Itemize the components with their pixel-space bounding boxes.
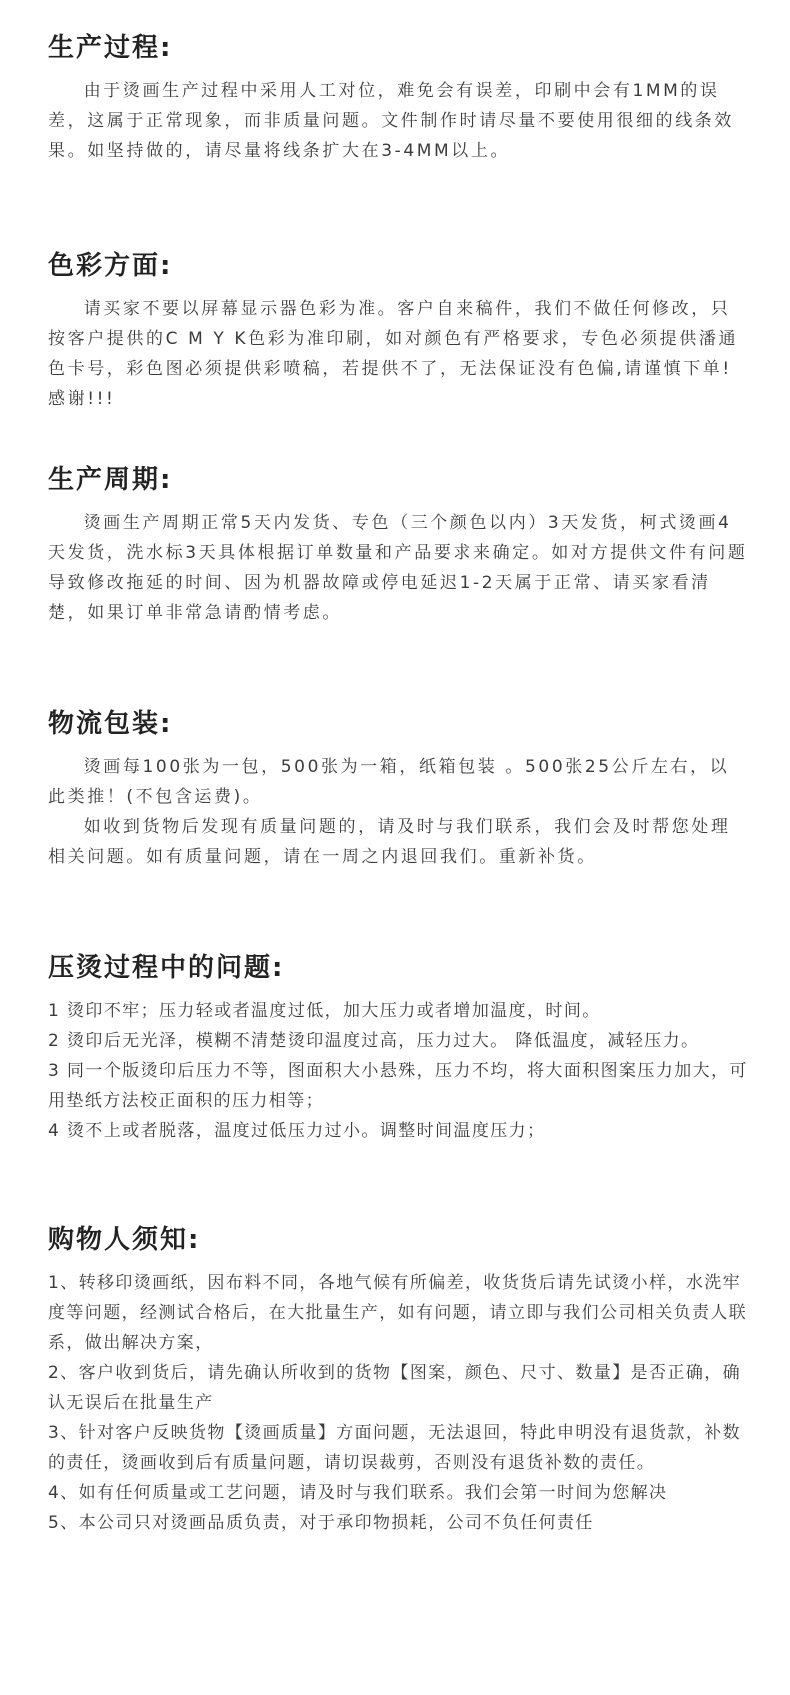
list-item: 4 烫不上或者脱落，温度过低压力过小。调整时间温度压力；: [48, 1121, 546, 1141]
section-logistics: [48, 706, 748, 872]
list-item: 5、本公司只对烫画品质负责，对于承印物损耗，公司不负任何责任: [48, 1513, 594, 1533]
section-title: 物流包装:: [48, 709, 173, 739]
list-item: 1、转移印烫画纸，因布料不同，各地气候有所偏差，收货货后请先试烫小样，水洗牢度等问题，经测试合格后，在大批量生产，如有问题，请立即与我们公司相关负责人联系，做出解决方案，: [48, 1273, 748, 1353]
section-title: 色彩方面:: [48, 251, 173, 281]
section-paragraph: 请买家不要以屏幕显示器色彩为准。客户自来稿件，我们不做任何修改，只按客户提供的C M Y K色彩为准印刷，如对颜色有严格要求，专色必须提供潘通色卡号，彩色图必须提供彩喷稿，若提供不了，无法保证没有色偏,请谨慎下单!感谢!!!: [48, 299, 739, 409]
section-title: 压烫过程中的问题:: [48, 953, 285, 983]
section-paragraph: 由于烫画生产过程中采用人工对位，难免会有误差，印刷中会有1MM的误差，这属于正常现象，而非质量问题。文件制作时请尽量不要使用很细的线条效果。如坚持做的，请尽量将线条扩大在3-4MM以上。: [48, 81, 734, 161]
list-item: 4、如有任何质量或工艺问题，请及时与我们联系。我们会第一时间为您解决: [48, 1483, 668, 1503]
section-pressing-problems: [48, 950, 748, 1146]
section-buyer-notice: [48, 1222, 748, 1538]
section-title: 生产周期:: [48, 465, 173, 495]
section-paragraph: 如收到货物后发现有质量问题的，请及时与我们联系，我们会及时帮您处理相关问题。如有质量问题，请在一周之内退回我们。重新补货。: [48, 817, 731, 867]
list-item: 3、针对客户反映货物【烫画质量】方面问题，无法退回，特此申明没有退货款，补数的责任，烫画收到后有质量问题，请切误裁剪，否则没有退货补数的责任。: [48, 1423, 742, 1473]
list-item: 2 烫印后无光泽，模糊不清楚烫印温度过高，压力过大。 降低温度，减轻压力。: [48, 1031, 700, 1051]
section-title: 生产过程:: [48, 33, 173, 63]
section-paragraph: 烫画每100张为一包，500张为一箱，纸箱包装 。500张25公斤左右，以此类推！(不包含运费)。: [48, 757, 730, 807]
section-color: [48, 248, 748, 414]
section-paragraph: 烫画生产周期正常5天内发货、专色（三个颜色以内）3天发货，柯式烫画4天发货，洗水标3天具体根据订单数量和产品要求来确定。如对方提供文件有问题导致修改拖延的时间、因为机器故障或停电延迟1-2天属于正常、请买家看清楚，如果订单非常急请酌情考虑。: [48, 513, 748, 623]
list-item: 3 同一个版烫印后压力不等，图面积大小悬殊，压力不均，将大面积图案压力加大，可用垫纸方法校正面积的压力相等；: [48, 1061, 748, 1111]
section-title: 购物人须知:: [48, 1225, 201, 1255]
list-item: 2、客户收到货后，请先确认所收到的货物【图案，颜色、尺寸、数量】是否正确，确认无误后在批量生产: [48, 1363, 742, 1413]
section-production-cycle: [48, 462, 748, 628]
list-item: 1 烫印不牢；压力轻或者温度过低，加大压力或者增加温度，时间。: [48, 1001, 601, 1021]
section-production-process: [48, 30, 748, 166]
